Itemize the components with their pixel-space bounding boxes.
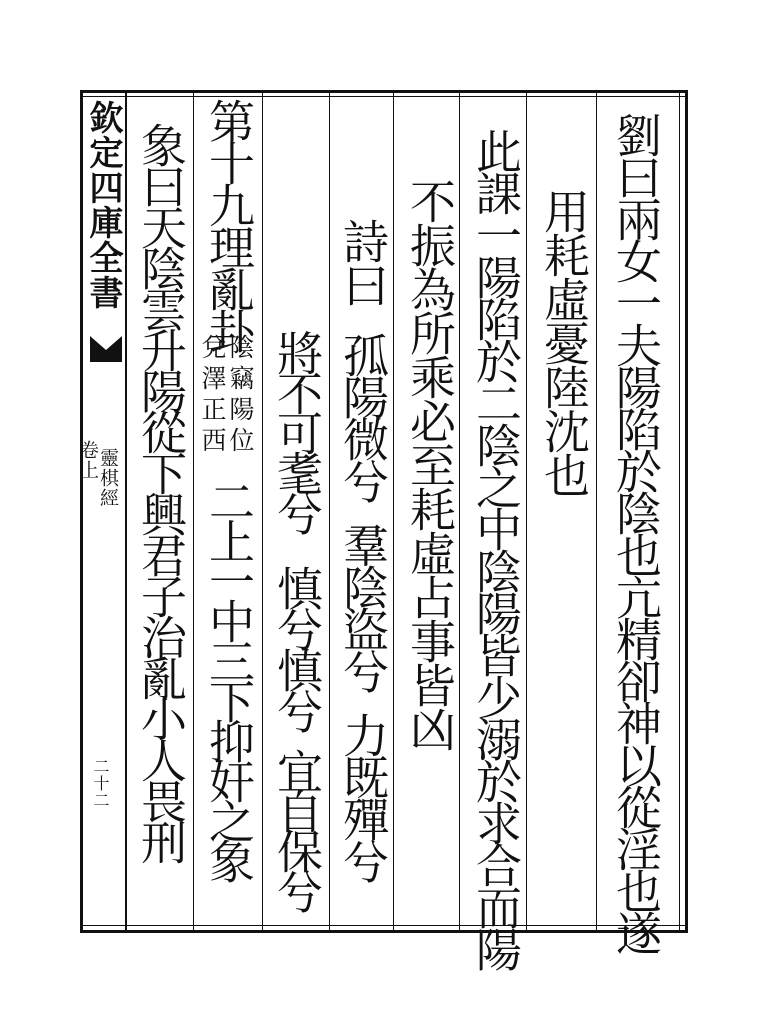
- poem-line-4: 將不可耄兮: [270, 330, 324, 530]
- column-rule: [393, 93, 394, 930]
- column-rule: [329, 93, 330, 930]
- volume-label: 卷上: [77, 440, 99, 480]
- bottom-border-rule: [80, 930, 688, 933]
- hexagram-note-2: 兌澤正西: [198, 334, 227, 458]
- column-rule: [193, 93, 194, 930]
- right-border-rule: [685, 90, 688, 933]
- text-column-3: 此課一陽陷於二陰之中陰陽皆少溺於求合而陽: [469, 128, 523, 968]
- poem-line-5: 慎兮慎兮: [270, 565, 324, 729]
- column-rule: [459, 93, 460, 930]
- poem-line-1: 孤陽微兮: [336, 332, 390, 500]
- text-column-2: 用耗虛憂陸沈也: [537, 188, 591, 496]
- hexagram-title: 第十九理亂卦: [202, 98, 256, 350]
- margin-column-rule: [125, 93, 127, 930]
- poem-line-2: 羣陰盜兮: [336, 522, 390, 690]
- column-rule: [526, 93, 527, 930]
- page-number: 二十二: [91, 758, 110, 809]
- fishtail-mark-icon: [88, 334, 124, 364]
- hexagram-note-1: 陰竊陽位: [226, 334, 255, 458]
- right-border-rule-inner: [679, 93, 680, 930]
- poem-line-3: 力既殫兮: [336, 712, 390, 880]
- poem-intro: 詩曰: [336, 218, 390, 306]
- text-column-4: 不振為所乘必至耗虛占事皆凶: [403, 178, 457, 750]
- text-column-8: 象曰天陰雲升陽從下興君子治亂小人畏刑: [134, 122, 188, 860]
- hexagram-description: 二上一中三下抑奸之象: [202, 478, 256, 878]
- book-title: 靈棋經: [97, 448, 119, 508]
- column-rule: [596, 93, 597, 930]
- poem-line-6: 宜自保兮: [270, 748, 324, 908]
- collection-title: 欽定四庫全書: [83, 100, 123, 310]
- column-rule: [262, 93, 263, 930]
- text-column-1: 劉曰兩女一夫陽陷於陰也亢精卻神以從淫也遂: [609, 112, 663, 952]
